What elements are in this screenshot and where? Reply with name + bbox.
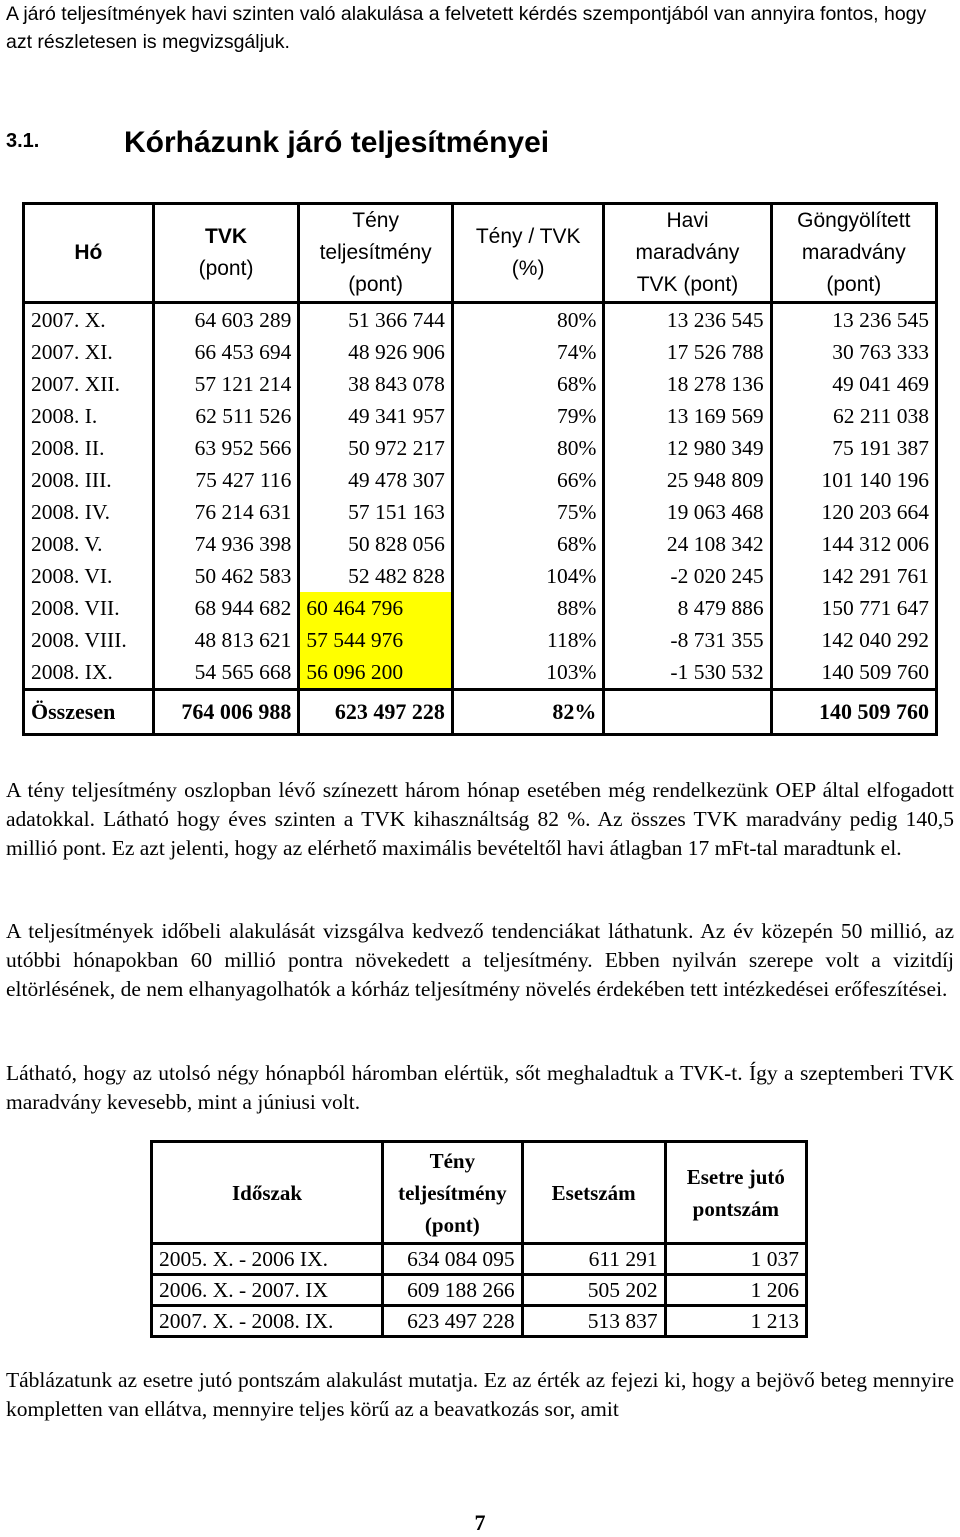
header-ratio: Tény / TVK (%) [452, 204, 603, 303]
header-teny: Tény teljesítmény (pont) [299, 204, 453, 303]
cell-esetszam: 611 291 [522, 1244, 665, 1275]
header-teny-2: Tény teljesítmény (pont) [383, 1142, 523, 1244]
table-row [152, 1275, 807, 1306]
total-havi [604, 690, 771, 735]
cell-pct: 79% [452, 400, 603, 432]
cell-tvk: 74 936 398 [153, 528, 299, 560]
cell-month: 2008. IV. [24, 496, 154, 528]
cell-havi: 25 948 809 [604, 464, 771, 496]
header-ho: Hó [24, 204, 154, 303]
cell-gongyolitett: 30 763 333 [771, 336, 936, 368]
cell-pct: 74% [452, 336, 603, 368]
table-row [24, 656, 937, 690]
cell-teny: 623 497 228 [383, 1306, 523, 1337]
table-row [24, 368, 937, 400]
cell-pct: 118% [452, 624, 603, 656]
cell-gongyolitett: 142 040 292 [771, 624, 936, 656]
cell-period: 2006. X. - 2007. IX [152, 1275, 383, 1306]
paragraph-1: A tény teljesítmény oszlopban lévő színezett három hónap esetében még rendelkezünk OEP által elfogadott adatokkal. Látható hogy éves szinten a TVK kihasználtság 82 %. Az összes TVK maradvány pedig 140,5 millió pont. Ez azt jelenti, hogy az elérhető maximális bevételtől havi átlagban 17 mFt-tal maradtunk el. [6, 778, 954, 860]
cell-pct: 68% [452, 528, 603, 560]
cell-gongyolitett: 49 041 469 [771, 368, 936, 400]
cell-tvk: 64 603 289 [153, 303, 299, 337]
table-row [24, 624, 937, 656]
cell-pct: 103% [452, 656, 603, 690]
page-number: 7 [474, 1510, 486, 1535]
cell-havi: 8 479 886 [604, 592, 771, 624]
table-row [24, 496, 937, 528]
table-row [24, 336, 937, 368]
intro-paragraph: A járó teljesítmények havi szinten való alakulása a felvetett kérdés szempontjából van annyira fontos, hogy azt részletesen is megvizsgáljuk. [6, 3, 927, 53]
cell-period: 2005. X. - 2006 IX. [152, 1244, 383, 1275]
cell-pct: 68% [452, 368, 603, 400]
cell-period: 2007. X. - 2008. IX. [152, 1306, 383, 1337]
total-tvk: 764 006 988 [153, 690, 299, 735]
cell-month: 2008. VII. [24, 592, 154, 624]
cell-pct: 66% [452, 464, 603, 496]
cell-teny: 38 843 078 [299, 368, 453, 400]
cell-teny: 634 084 095 [383, 1244, 523, 1275]
cell-teny: 56 096 200 [299, 656, 453, 690]
header-gongyolitett: Göngyölített maradvány (pont) [771, 204, 936, 303]
paragraph-2: A teljesítmények időbeli alakulását vizsgálva kedvező tendenciákat láthatunk. Az év közepén 50 millió, az utóbbi hónapokban 60 millió pontra növekedett a teljesítmény. Ebben nyilván szerepe volt a vizitdíj eltörlésének, de nem elhanyagolhatók a kórház teljesítmény növelés érdekében tett intézkedései erőfeszítései. [6, 919, 954, 1001]
cell-tvk: 62 511 526 [153, 400, 299, 432]
cell-gongyolitett: 120 203 664 [771, 496, 936, 528]
cell-havi: -2 020 245 [604, 560, 771, 592]
table-row [24, 528, 937, 560]
cell-tvk: 48 813 621 [153, 624, 299, 656]
cell-gongyolitett: 101 140 196 [771, 464, 936, 496]
total-label: Összesen [24, 690, 154, 735]
cell-month: 2007. X. [24, 303, 154, 337]
cell-teny: 49 478 307 [299, 464, 453, 496]
case-score-table [150, 1140, 808, 1338]
table-row [24, 303, 937, 337]
section-number: 3.1. [6, 130, 40, 152]
cell-month: 2008. II. [24, 432, 154, 464]
table-row [152, 1306, 807, 1337]
cell-havi: 24 108 342 [604, 528, 771, 560]
cell-teny: 50 972 217 [299, 432, 453, 464]
cell-month: 2008. IX. [24, 656, 154, 690]
cell-tvk: 68 944 682 [153, 592, 299, 624]
table-row [152, 1244, 807, 1275]
cell-month: 2008. VI. [24, 560, 154, 592]
header-esetre-juto: Esetre jutó pontszám [665, 1142, 806, 1244]
cell-teny: 48 926 906 [299, 336, 453, 368]
total-teny: 623 497 228 [299, 690, 453, 735]
cell-month: 2008. V. [24, 528, 154, 560]
cell-pct: 80% [452, 432, 603, 464]
cell-tvk: 54 565 668 [153, 656, 299, 690]
cell-gongyolitett: 140 509 760 [771, 656, 936, 690]
cell-teny: 51 366 744 [299, 303, 453, 337]
cell-teny: 609 188 266 [383, 1275, 523, 1306]
total-gongyolitett: 140 509 760 [771, 690, 936, 735]
cell-tvk: 76 214 631 [153, 496, 299, 528]
header-idoszak: Időszak [152, 1142, 383, 1244]
cell-havi: 12 980 349 [604, 432, 771, 464]
cell-esetszam: 505 202 [522, 1275, 665, 1306]
cell-pct: 75% [452, 496, 603, 528]
cell-esetszam: 513 837 [522, 1306, 665, 1337]
cell-month: 2008. I. [24, 400, 154, 432]
cell-gongyolitett: 144 312 006 [771, 528, 936, 560]
paragraph-4: Táblázatunk az esetre jutó pontszám alakulást mutatja. Ez az érték az fejezi ki, hogy a bejövő beteg mennyire kompletten van ellátva, mennyire teljes körű az a beavatkozás sor, amit [6, 1368, 954, 1421]
cell-havi: -1 530 532 [604, 656, 771, 690]
cell-teny: 60 464 796 [299, 592, 453, 624]
cell-teny: 57 151 163 [299, 496, 453, 528]
total-pct: 82% [452, 690, 603, 735]
cell-month: 2008. VIII. [24, 624, 154, 656]
cell-month: 2008. III. [24, 464, 154, 496]
cell-gongyolitett: 62 211 038 [771, 400, 936, 432]
section-title: Kórházunk járó teljesítményei [124, 126, 550, 159]
cell-teny: 57 544 976 [299, 624, 453, 656]
cell-havi: 17 526 788 [604, 336, 771, 368]
cell-pct: 88% [452, 592, 603, 624]
cell-gongyolitett: 142 291 761 [771, 560, 936, 592]
cell-pct: 80% [452, 303, 603, 337]
cell-esetre-juto: 1 206 [665, 1275, 806, 1306]
cell-tvk: 66 453 694 [153, 336, 299, 368]
table-row [24, 592, 937, 624]
cell-havi: 13 236 545 [604, 303, 771, 337]
cell-havi: 18 278 136 [604, 368, 771, 400]
cell-tvk: 63 952 566 [153, 432, 299, 464]
table-row [24, 432, 937, 464]
table-row [24, 400, 937, 432]
cell-tvk: 50 462 583 [153, 560, 299, 592]
cell-havi: 19 063 468 [604, 496, 771, 528]
cell-tvk: 75 427 116 [153, 464, 299, 496]
table-row [24, 560, 937, 592]
cell-teny: 52 482 828 [299, 560, 453, 592]
cell-gongyolitett: 13 236 545 [771, 303, 936, 337]
cell-month: 2007. XI. [24, 336, 154, 368]
cell-esetre-juto: 1 037 [665, 1244, 806, 1275]
cell-havi: 13 169 569 [604, 400, 771, 432]
cell-teny: 50 828 056 [299, 528, 453, 560]
paragraph-3: Látható, hogy az utolsó négy hónapból háromban elértük, sőt meghaladtuk a TVK-t. Így a szeptemberi TVK maradvány kevesebb, mint a júniusi volt. [6, 1061, 954, 1114]
cell-havi: -8 731 355 [604, 624, 771, 656]
total-row [24, 690, 937, 735]
header-havi: Havi maradvány TVK (pont) [604, 204, 771, 303]
header-esetszam: Esetszám [522, 1142, 665, 1244]
cell-esetre-juto: 1 213 [665, 1306, 806, 1337]
cell-month: 2007. XII. [24, 368, 154, 400]
cell-gongyolitett: 75 191 387 [771, 432, 936, 464]
header-tvk: TVK (pont) [153, 204, 299, 303]
cell-pct: 104% [452, 560, 603, 592]
table-row [24, 464, 937, 496]
cell-gongyolitett: 150 771 647 [771, 592, 936, 624]
cell-tvk: 57 121 214 [153, 368, 299, 400]
cell-teny: 49 341 957 [299, 400, 453, 432]
monthly-performance-table [22, 202, 938, 736]
